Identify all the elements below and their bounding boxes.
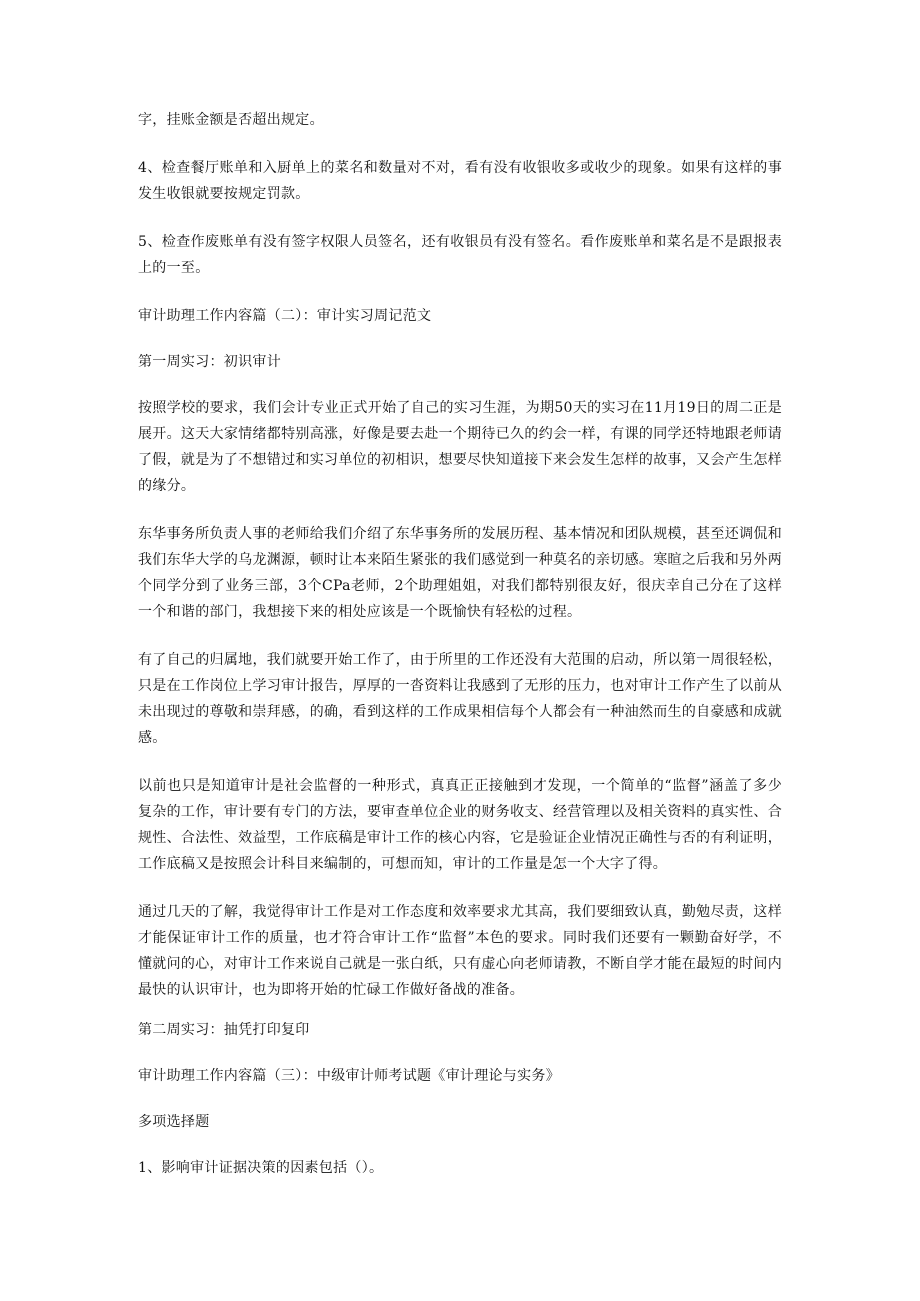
paragraph-reflection: 通过几天的了解，我觉得审计工作是对工作态度和效率要求尤其高，我们要细致认真，勤勉尽责，这样才能保证审计工作的质量，也才符合审计工作“监督”本色的要求。同时我们还要有一颗勤奋好学，不懂就问的心，对审计工作来说自己就是一张白纸，只有虚心向老师请教，不断自学才能在最短的时间内最快的认识审计，也为即将开始的忙碌工作做好备战的准备。 bbox=[138, 904, 782, 998]
paragraph-dh-office: 东华事务所负责人事的老师给我们介绍了东华事务所的发展历程、基本情况和团队规模，甚至还调侃和我们东华大学的乌龙渊源，顿时让本来陌生紧张的我们感觉到一种莫名的亲切感。寒暄之后我和另外两个同学分到了业务三部，3个CPa老师，2个助理姐姐，对我们都特别很友好，很庆幸自己分在了这样一个和谐的部门，我想接下来的相处应该是一个既愉快有轻松的过程。 bbox=[138, 526, 782, 620]
week-1-heading: 第一周实习：初识审计 bbox=[138, 354, 281, 370]
section-heading-3: 审计助理工作内容篇（三）：中级审计师考试题《审计理论与实务》 bbox=[138, 1068, 560, 1084]
paragraph-start-work: 有了自己的归属地，我们就要开始工作了，由于所里的工作还没有大范围的启动，所以第一周很轻松，只是在工作岗位上学习审计报告，厚厚的一沓资料让我感到了无形的压力，也对审计工作产生了以前从未出现过的尊敬和崇拜感，的确，看到这样的工作成果相信每个人都会有一种油然而生的自豪感和成就感。 bbox=[138, 652, 782, 746]
section-heading-2: 审计助理工作内容篇（二）：审计实习周记范文 bbox=[138, 308, 432, 324]
paragraph-2: 4、检查餐厅账单和入厨单上的菜名和数量对不对，看有没有收银收多或收少的现象。如果有这样的事发生收银就要按规定罚款。 bbox=[138, 160, 782, 202]
question-type-heading: 多项选择题 bbox=[138, 1114, 210, 1130]
question-1: 1、影响审计证据决策的因素包括（）。 bbox=[138, 1160, 384, 1176]
paragraph-audit-meaning: 以前也只是知道审计是社会监督的一种形式，真真正正接触到才发现，一个简单的“监督”涵盖了多少复杂的工作，审计要有专门的方法，要审查单位企业的财务收支、经营管理以及相关资料的真实性、合规性、合法性、效益型，工作底稿是审计工作的核心内容，它是验证企业情况正确性与否的有利证明，工作底稿又是按照会计科目来编制的，可想而知，审计的工作量是怎一个大字了得。 bbox=[138, 778, 782, 872]
paragraph-week1-intro: 按照学校的要求，我们会计专业正式开始了自己的实习生涯，为期50天的实习在11月19日的周二正是展开。这天大家情绪都特别高涨，好像是要去赴一个期待已久的约会一样，有课的同学还特地跟老师请了假，就是为了不想错过和实习单位的初相识，想要尽快知道接下来会发生怎样的故事，又会产生怎样的缘分。 bbox=[138, 400, 782, 494]
week-2-heading: 第二周实习：抽凭打印复印 bbox=[138, 1022, 310, 1038]
paragraph-3: 5、检查作废账单有没有签字权限人员签名，还有收银员有没有签名。看作废账单和菜名是不是跟报表上的一至。 bbox=[138, 234, 782, 276]
document-page bbox=[138, 107, 782, 1203]
paragraph-1: 字，挂账金额是否超出规定。 bbox=[138, 112, 324, 128]
